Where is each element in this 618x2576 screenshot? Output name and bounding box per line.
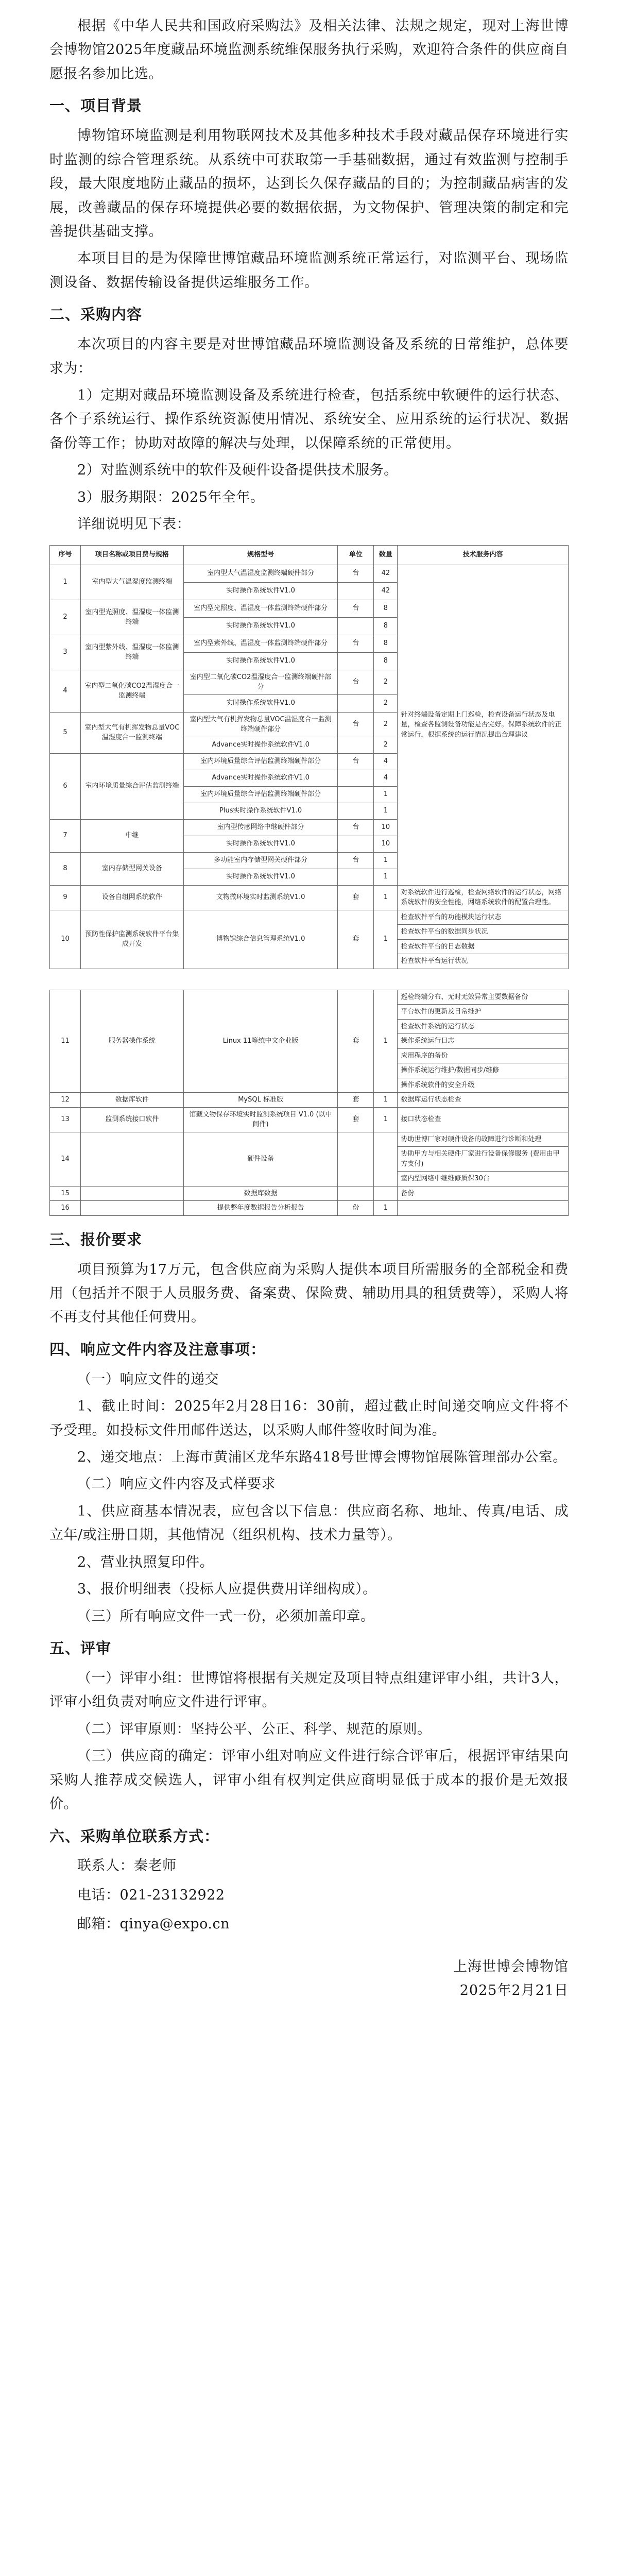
row-qty: 8 bbox=[374, 600, 398, 617]
row-unit: 套 bbox=[338, 1093, 374, 1108]
row-qty: 1 bbox=[374, 1093, 398, 1108]
row-seq: 10 bbox=[50, 910, 81, 969]
row-unit: 台 bbox=[338, 819, 374, 836]
tech-line: 检查软件平台的数据同步状况 bbox=[398, 925, 568, 940]
row-name: 室内环境质量综合评估监测终端 bbox=[80, 753, 183, 819]
section-5-para-1: （一）评审小组：世博馆将根据有关规定及项目特点组建评审小组，共计3人，评审小组负责对响应文件进行评审。 bbox=[49, 1670, 569, 1710]
row-unit: 份 bbox=[338, 1201, 374, 1216]
row-unit bbox=[338, 582, 374, 600]
row-seq: 2 bbox=[50, 600, 81, 635]
row-qty: 2 bbox=[374, 670, 398, 694]
row-model: Advance实时操作系统软件V1.0 bbox=[183, 770, 338, 786]
section-6-title: 六、采购单位联系方式： bbox=[49, 1827, 220, 1845]
row-model: Advance实时操作系统软件V1.0 bbox=[183, 737, 338, 753]
spec-table-continued bbox=[49, 990, 569, 1216]
header-seq: 序号 bbox=[50, 545, 81, 565]
table-row bbox=[50, 1107, 569, 1132]
row-model: Plus实时操作系统软件V1.0 bbox=[183, 803, 338, 819]
table-row bbox=[50, 1186, 569, 1201]
row-name: 数据库软件 bbox=[80, 1093, 183, 1108]
tech-line: 操作系统运行日志 bbox=[398, 1034, 568, 1049]
row-seq: 14 bbox=[50, 1132, 81, 1186]
spec-table bbox=[49, 545, 569, 969]
row-unit: 台 bbox=[338, 753, 374, 770]
row-seq: 3 bbox=[50, 635, 81, 670]
signature-org: 上海世博会博物馆 bbox=[453, 1958, 569, 1975]
header-tech: 技术服务内容 bbox=[398, 545, 569, 565]
row-name bbox=[80, 1201, 183, 1216]
row-qty: 2 bbox=[374, 694, 398, 712]
table-row bbox=[50, 910, 569, 969]
tech-service-cell bbox=[398, 1107, 569, 1132]
section-4-para-1: 1、截止时间：2025年2月28日16：30前，超过截止时间递交响应文件将不予受理。如投标文件用邮件送达，以采购人邮件签收时间为准。 bbox=[49, 1398, 569, 1438]
section-2-item-2: 2）对监测系统中的软件及硬件设备提供技术服务。 bbox=[77, 462, 398, 479]
row-qty: 1 bbox=[374, 885, 398, 910]
row-name: 服务器操作系统 bbox=[80, 990, 183, 1093]
section-1-title: 一、项目背景 bbox=[49, 97, 143, 115]
tech-line: 巡检终端分布、无时无效异常主要数据备份 bbox=[398, 990, 568, 1005]
section-2-detail-label: 详细说明见下表： bbox=[77, 516, 191, 533]
row-model: 室内型大气温湿度监测终端硬件部分 bbox=[183, 565, 338, 582]
section-5-para-2: （二）评审原则：坚持公平、公正、科学、规范的原则。 bbox=[77, 1721, 432, 1737]
row-unit: 套 bbox=[338, 990, 374, 1093]
table-row bbox=[50, 1093, 569, 1108]
row-qty: 1 bbox=[374, 803, 398, 819]
row-unit: 台 bbox=[338, 635, 374, 652]
tech-line bbox=[398, 1201, 568, 1215]
contact-email[interactable]: 邮箱：qinya@expo.cn bbox=[77, 1916, 230, 1933]
tech-line: 协助甲方与相关硬件厂家进行设备保修服务 (费用由甲方支付) bbox=[398, 1147, 568, 1172]
tech-service-cell bbox=[398, 1132, 569, 1186]
row-unit bbox=[338, 737, 374, 753]
row-model: 室内型大气有机挥发物总量VOC温湿度合一监测终端硬件部分 bbox=[183, 712, 338, 737]
row-unit: 台 bbox=[338, 565, 374, 582]
section-5-para-3: （三）供应商的确定：评审小组对响应文件进行综合评审后，根据评审结果向采购人推荐成交候选人，评审小组有权判定供应商明显低于成本的报价是无效报价。 bbox=[49, 1748, 569, 1812]
tech-line: 检查软件平台的日志数据 bbox=[398, 940, 568, 955]
row-seq: 8 bbox=[50, 852, 81, 885]
table-row bbox=[50, 990, 569, 1093]
row-model: 室内型传感网络中继硬件部分 bbox=[183, 819, 338, 836]
row-unit bbox=[338, 786, 374, 803]
row-qty: 10 bbox=[374, 819, 398, 836]
row-unit bbox=[338, 1186, 374, 1201]
row-seq: 15 bbox=[50, 1186, 81, 1201]
tech-service-10 bbox=[398, 910, 569, 969]
row-name: 中继 bbox=[80, 819, 183, 852]
row-seq: 4 bbox=[50, 670, 81, 712]
row-unit: 台 bbox=[338, 600, 374, 617]
tech-line: 协助世博厂家对硬件设备的故障进行诊断和处理 bbox=[398, 1132, 568, 1147]
table-row bbox=[50, 885, 569, 910]
row-qty: 1 bbox=[374, 990, 398, 1093]
header-name: 项目名称或项目费与规格 bbox=[80, 545, 183, 565]
row-model: 室内型光照度、温湿度一体监测终端硬件部分 bbox=[183, 600, 338, 617]
section-1-para-2: 本项目目的是为保障世博馆藏品环境监测系统正常运行，对监测平台、现场监测设备、数据传输设备提供运维服务工作。 bbox=[49, 250, 569, 291]
tech-service-cell bbox=[398, 1186, 569, 1201]
row-model: 实时操作系统软件V1.0 bbox=[183, 694, 338, 712]
row-unit bbox=[338, 869, 374, 885]
section-3-para-1: 项目预算为17万元，包含供应商为采购人提供本项目所需服务的全部税金和费用（包括并不限于人员服务费、备案费、保险费、辅助用具的租赁费等），采购人将不再支付其他任何费用。 bbox=[49, 1261, 569, 1326]
tech-line: 检查软件平台的功能模块运行状态 bbox=[398, 910, 568, 925]
row-seq: 9 bbox=[50, 885, 81, 910]
row-unit bbox=[338, 1132, 374, 1186]
row-unit: 套 bbox=[338, 1107, 374, 1132]
row-name bbox=[80, 1186, 183, 1201]
row-unit: 套 bbox=[338, 885, 374, 910]
row-name: 室内型紫外线、温湿度一体监测终端 bbox=[80, 635, 183, 670]
section-3-title: 三、报价要求 bbox=[49, 1230, 143, 1248]
section-1-para-1: 博物馆环境监测是利用物联网技术及其他多种技术手段对藏品保存环境进行实时监测的综合管理系统。从系统中可获取第一手基础数据，通过有效监测与控制手段，最大限度地防止藏品的损坏，达到长久保存藏品的目的；为控制藏品病害的发展，改善藏品的保存环境提供必要的数据依据，为文物保护、管理决策的制定和完善提供基础支撑。 bbox=[49, 128, 569, 240]
section-2-title: 二、采购内容 bbox=[49, 306, 143, 324]
tech-service-shared: 针对终端设备定期上门巡检，检查设备运行状态及电量，检查各监测设备功能是否完好。保障系统软件的正常运行，根据系统的运行情况提出合理建议 bbox=[398, 565, 569, 885]
tech-line: 数据库运行状态检查 bbox=[401, 1096, 461, 1104]
tech-service-cell bbox=[398, 990, 569, 1093]
header-model: 规格型号 bbox=[183, 545, 338, 565]
row-qty: 1 bbox=[374, 1107, 398, 1132]
row-seq: 13 bbox=[50, 1107, 81, 1132]
row-qty bbox=[374, 1132, 398, 1186]
table-row bbox=[50, 565, 569, 582]
row-unit bbox=[338, 694, 374, 712]
row-qty: 1 bbox=[374, 869, 398, 885]
contact-person: 联系人：秦老师 bbox=[77, 1858, 177, 1874]
row-qty: 2 bbox=[374, 712, 398, 737]
row-qty: 1 bbox=[374, 786, 398, 803]
tech-line: 室内型网络中继维修质保30台 bbox=[401, 1175, 490, 1183]
tech-service-9: 对系统软件进行巡检，检查网络软件的运行状态，网络系统软件的安全性能，网络系统软件的配置合理性。 bbox=[398, 885, 569, 910]
row-name: 室内存储型网关设备 bbox=[80, 852, 183, 885]
row-qty: 10 bbox=[374, 836, 398, 852]
section-2-item-3: 3）服务期限：2025年全年。 bbox=[77, 489, 265, 505]
tech-service-cell bbox=[398, 1093, 569, 1108]
intro-paragraph: 根据《中华人民共和国政府采购法》及相关法律、法规之规定，现对上海世博会博物馆2025年度藏品环境监测系统维保服务执行采购，欢迎符合条件的供应商自愿报名参加比选。 bbox=[49, 18, 569, 82]
section-4-title: 四、响应文件内容及注意事项： bbox=[49, 1340, 266, 1358]
row-qty: 8 bbox=[374, 652, 398, 670]
tech-line: 检查软件系统的运行状态 bbox=[398, 1020, 568, 1035]
section-4-para-2: 2、递交地点：上海市黄浦区龙华东路418号世博会博物馆展陈管理部办公室。 bbox=[77, 1449, 567, 1465]
section-5-title: 五、评审 bbox=[49, 1639, 112, 1657]
table-row bbox=[50, 1201, 569, 1216]
row-model: 室内环境质量综合评估监测终端硬件部分 bbox=[183, 753, 338, 770]
row-model: 实时操作系统软件V1.0 bbox=[183, 652, 338, 670]
row-name: 室内型二氧化碳CO2温湿度合一监测终端 bbox=[80, 670, 183, 712]
table-row bbox=[50, 1132, 569, 1186]
table-header-row bbox=[50, 545, 569, 565]
tech-line: 应用程序的备份 bbox=[398, 1049, 568, 1064]
row-seq: 7 bbox=[50, 819, 81, 852]
row-model: 实时操作系统软件V1.0 bbox=[183, 617, 338, 635]
section-4-para-6: （三）所有响应文件一式一份，必须加盖印章。 bbox=[77, 1608, 375, 1624]
row-seq: 16 bbox=[50, 1201, 81, 1216]
row-qty: 42 bbox=[374, 582, 398, 600]
row-seq: 11 bbox=[50, 990, 81, 1093]
section-4-para-3: 1、供应商基本情况表，应包含以下信息：供应商名称、地址、传真/电话、成立年/或注册日期，其他情况（组织机构、技术力量等）。 bbox=[49, 1503, 569, 1544]
row-name bbox=[80, 1132, 183, 1186]
row-name: 监测系统接口软件 bbox=[80, 1107, 183, 1132]
row-unit: 套 bbox=[338, 910, 374, 969]
row-qty: 8 bbox=[374, 635, 398, 652]
section-2-item-1: 1）定期对藏品环境监测设备及系统进行检查，包括系统中软硬件的运行状态、各个子系统运行、操作系统资源使用情况、系统安全、应用系统的运行状况、数据备份等工作；协助对故障的解决与处理，以保障系统的正常使用。 bbox=[49, 387, 569, 451]
section-4-para-4: 2、营业执照复印件。 bbox=[77, 1554, 214, 1570]
section-4-sub-1: （一）响应文件的递交 bbox=[77, 1371, 219, 1387]
row-seq: 12 bbox=[50, 1093, 81, 1108]
spec-table-wrapper bbox=[49, 545, 569, 1216]
row-unit: 台 bbox=[338, 712, 374, 737]
row-qty: 4 bbox=[374, 770, 398, 786]
row-model: 博物馆综合信息管理系统V1.0 bbox=[183, 910, 338, 969]
tech-service-cell bbox=[398, 1201, 569, 1216]
tech-line: 平台软件的更新及日常维护 bbox=[398, 1005, 568, 1020]
row-seq: 1 bbox=[50, 565, 81, 600]
row-unit: 台 bbox=[338, 670, 374, 694]
row-name: 室内型大气温湿度监测终端 bbox=[80, 565, 183, 600]
row-model: 馆藏文物保存环境实时监测系统项目 V1.0 (以中间件) bbox=[183, 1107, 338, 1132]
row-name: 预防性保护监测系统软件平台集成开发 bbox=[80, 910, 183, 969]
tech-line: 操作系统运行维护/数据同步/维修 bbox=[398, 1063, 568, 1078]
row-model: 多功能室内存储型网关硬件部分 bbox=[183, 852, 338, 869]
row-qty bbox=[374, 1186, 398, 1201]
section-4-sub-2: （二）响应文件内容及式样要求 bbox=[77, 1476, 276, 1493]
row-model: MySQL 标准版 bbox=[183, 1093, 338, 1108]
row-qty: 4 bbox=[374, 753, 398, 770]
tech-line: 操作系统软件的安全升级 bbox=[401, 1081, 475, 1089]
row-model: 文物微环境实时监测系统V1.0 bbox=[183, 885, 338, 910]
row-name: 室内型大气有机挥发物总量VOC温湿度合一监测终端 bbox=[80, 712, 183, 753]
tech-line: 备份 bbox=[401, 1189, 415, 1197]
row-qty: 8 bbox=[374, 617, 398, 635]
row-model: 硬件设备 bbox=[183, 1132, 338, 1186]
row-unit bbox=[338, 770, 374, 786]
row-model: 实时操作系统软件V1.0 bbox=[183, 836, 338, 852]
section-2-para-1: 本次项目的内容主要是对世博馆藏品环境监测设备及系统的日常维护，总体要求为： bbox=[49, 336, 569, 377]
row-model: 实时操作系统软件V1.0 bbox=[183, 582, 338, 600]
row-qty: 1 bbox=[374, 852, 398, 869]
row-unit bbox=[338, 803, 374, 819]
row-unit bbox=[338, 652, 374, 670]
row-qty: 2 bbox=[374, 737, 398, 753]
row-qty: 1 bbox=[374, 1201, 398, 1216]
row-unit: 台 bbox=[338, 852, 374, 869]
row-qty: 42 bbox=[374, 565, 398, 582]
row-seq: 6 bbox=[50, 753, 81, 819]
row-name: 设备自组网系统软件 bbox=[80, 885, 183, 910]
header-unit: 单位 bbox=[338, 545, 374, 565]
tech-line: 检查软件平台运行状况 bbox=[401, 957, 468, 965]
header-qty: 数量 bbox=[374, 545, 398, 565]
section-4-para-5: 3、报价明细表（投标人应提供费用详细构成）。 bbox=[77, 1581, 377, 1598]
row-model: 室内环境质量综合评估监测终端硬件部分 bbox=[183, 786, 338, 803]
row-model: 数据库数据 bbox=[183, 1186, 338, 1201]
row-unit bbox=[338, 617, 374, 635]
row-model: 实时操作系统软件V1.0 bbox=[183, 869, 338, 885]
tech-line: 接口状态检查 bbox=[401, 1115, 441, 1124]
row-model: 室内型紫外线、温湿度一体监测终端硬件部分 bbox=[183, 635, 338, 652]
row-model: 提供整年度数据报告分析报告 bbox=[183, 1201, 338, 1216]
contact-phone: 电话：021-23132922 bbox=[77, 1887, 225, 1903]
signature-date: 2025年2月21日 bbox=[459, 1982, 569, 1999]
row-name: 室内型光照度、温湿度一体监测终端 bbox=[80, 600, 183, 635]
row-seq: 5 bbox=[50, 712, 81, 753]
row-model: Linux 11等统中文企业版 bbox=[183, 990, 338, 1093]
row-unit bbox=[338, 836, 374, 852]
row-model: 室内型二氧化碳CO2温湿度合一监测终端硬件部分 bbox=[183, 670, 338, 694]
row-qty: 1 bbox=[374, 910, 398, 969]
